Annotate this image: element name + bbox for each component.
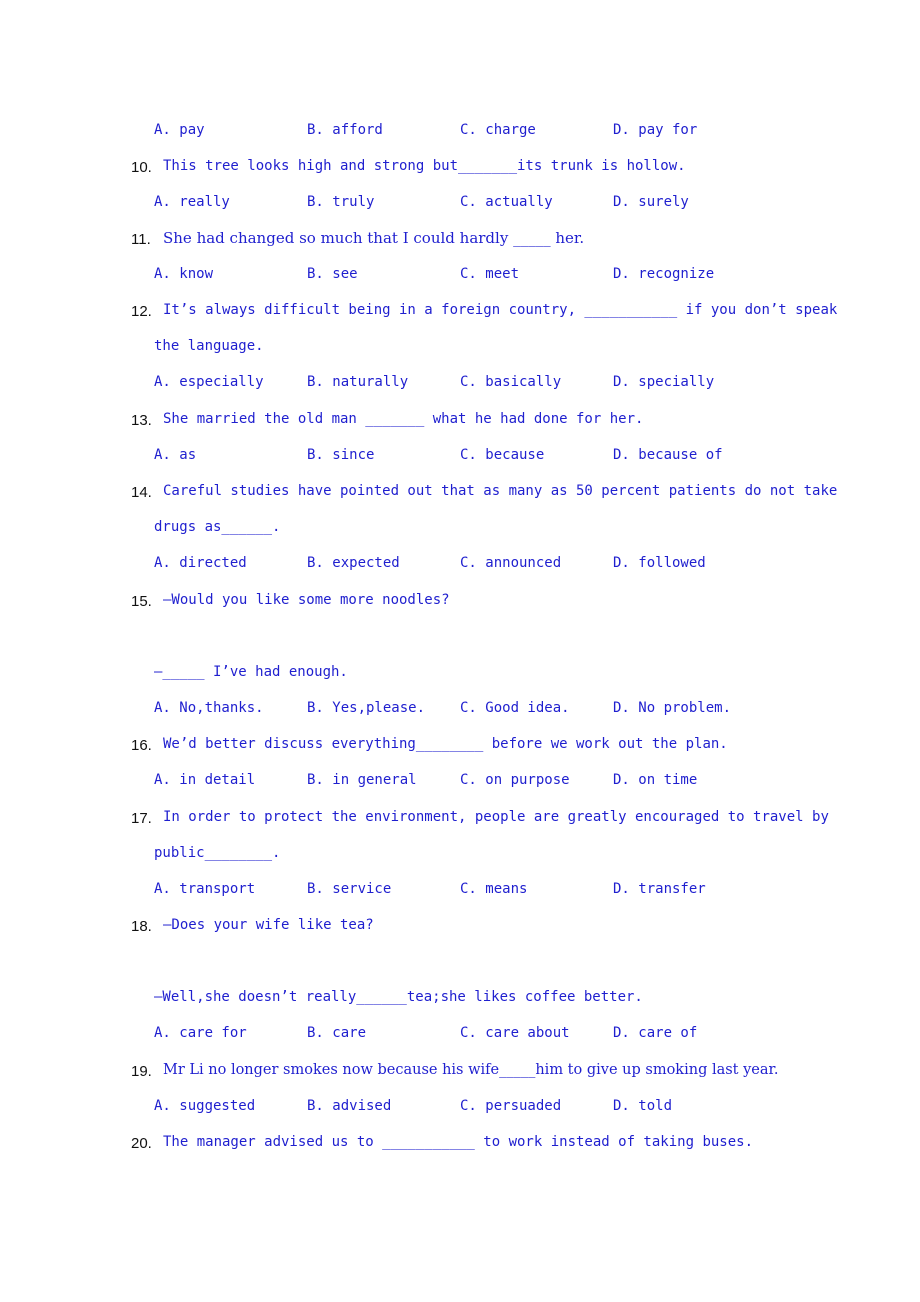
question-stem: Mr Li no longer smokes now because his wife_____him to give up smoking last year. bbox=[163, 1062, 779, 1078]
option-a: A. in detail bbox=[154, 772, 256, 788]
option-b: B. advised bbox=[307, 1098, 392, 1114]
option-c: C. care about bbox=[460, 1025, 570, 1041]
option-d: D. surely bbox=[613, 194, 689, 210]
question-stem-continued: public________. bbox=[154, 845, 281, 861]
option-a: A. pay bbox=[154, 122, 205, 138]
dialogue-reply: —_____ I’ve had enough. bbox=[154, 664, 348, 680]
option-b: B. see bbox=[307, 266, 358, 282]
question-stem: —Does your wife like tea? bbox=[163, 917, 374, 933]
option-b: B. Yes,please. bbox=[307, 700, 426, 716]
option-d: D. pay for bbox=[613, 122, 698, 138]
option-d: D. recognize bbox=[613, 266, 715, 282]
question-stem: Careful studies have pointed out that as many as 50 percent patients do not take bbox=[163, 483, 838, 499]
question-stem: The manager advised us to ___________ to work instead of taking buses. bbox=[163, 1134, 754, 1150]
dialogue-reply: —Well,she doesn’t really______tea;she likes coffee better. bbox=[154, 989, 643, 1005]
question-stem: This tree looks high and strong but_______its trunk is hollow. bbox=[163, 158, 686, 174]
question-number: 18. bbox=[131, 918, 152, 935]
option-a: A. as bbox=[154, 447, 197, 463]
option-c: C. announced bbox=[460, 555, 562, 571]
option-b: B. care bbox=[307, 1025, 367, 1041]
option-b: B. since bbox=[307, 447, 375, 463]
question-stem: It’s always difficult being in a foreign country, ___________ if you don’t speak bbox=[163, 302, 838, 318]
option-d: D. specially bbox=[613, 374, 715, 390]
option-a: A. care for bbox=[154, 1025, 247, 1041]
option-a: A. know bbox=[154, 266, 214, 282]
option-a: A. No,thanks. bbox=[154, 700, 264, 716]
option-c: C. charge bbox=[460, 122, 536, 138]
option-c: C. actually bbox=[460, 194, 553, 210]
question-number: 20. bbox=[131, 1135, 152, 1152]
option-a: A. suggested bbox=[154, 1098, 256, 1114]
question-number: 17. bbox=[131, 810, 152, 827]
question-number: 16. bbox=[131, 737, 152, 754]
option-b: B. in general bbox=[307, 772, 417, 788]
question-stem: —Would you like some more noodles? bbox=[163, 592, 450, 608]
option-c: C. Good idea. bbox=[460, 700, 570, 716]
option-b: B. afford bbox=[307, 122, 383, 138]
question-number: 13. bbox=[131, 412, 152, 429]
option-c: C. because bbox=[460, 447, 545, 463]
option-b: B. service bbox=[307, 881, 392, 897]
option-a: A. especially bbox=[154, 374, 264, 390]
question-number: 12. bbox=[131, 303, 152, 320]
question-stem: We’d better discuss everything________ before we work out the plan. bbox=[163, 736, 728, 752]
option-b: B. expected bbox=[307, 555, 400, 571]
question-stem: She married the old man _______ what he had done for her. bbox=[163, 411, 644, 427]
question-stem: She had changed so much that I could hardly _____ her. bbox=[163, 229, 585, 247]
question-stem-continued: the language. bbox=[154, 338, 264, 354]
question-number: 14. bbox=[131, 484, 152, 501]
option-c: C. on purpose bbox=[460, 772, 570, 788]
option-d: D. care of bbox=[613, 1025, 698, 1041]
question-number: 11. bbox=[131, 231, 151, 248]
question-stem: In order to protect the environment, people are greatly encouraged to travel by bbox=[163, 809, 829, 825]
option-c: C. means bbox=[460, 881, 528, 897]
option-a: A. really bbox=[154, 194, 230, 210]
option-d: D. transfer bbox=[613, 881, 706, 897]
option-c: C. persuaded bbox=[460, 1098, 562, 1114]
option-d: D. on time bbox=[613, 772, 698, 788]
option-c: C. basically bbox=[460, 374, 562, 390]
option-d: D. followed bbox=[613, 555, 706, 571]
question-stem-continued: drugs as______. bbox=[154, 519, 281, 535]
option-c: C. meet bbox=[460, 266, 520, 282]
option-a: A. transport bbox=[154, 881, 256, 897]
option-d: D. because of bbox=[613, 447, 723, 463]
question-number: 19. bbox=[131, 1063, 152, 1080]
option-d: D. told bbox=[613, 1098, 673, 1114]
option-b: B. truly bbox=[307, 194, 375, 210]
question-number: 10. bbox=[131, 159, 152, 176]
option-d: D. No problem. bbox=[613, 700, 732, 716]
option-b: B. naturally bbox=[307, 374, 409, 390]
option-a: A. directed bbox=[154, 555, 247, 571]
question-number: 15. bbox=[131, 593, 152, 610]
